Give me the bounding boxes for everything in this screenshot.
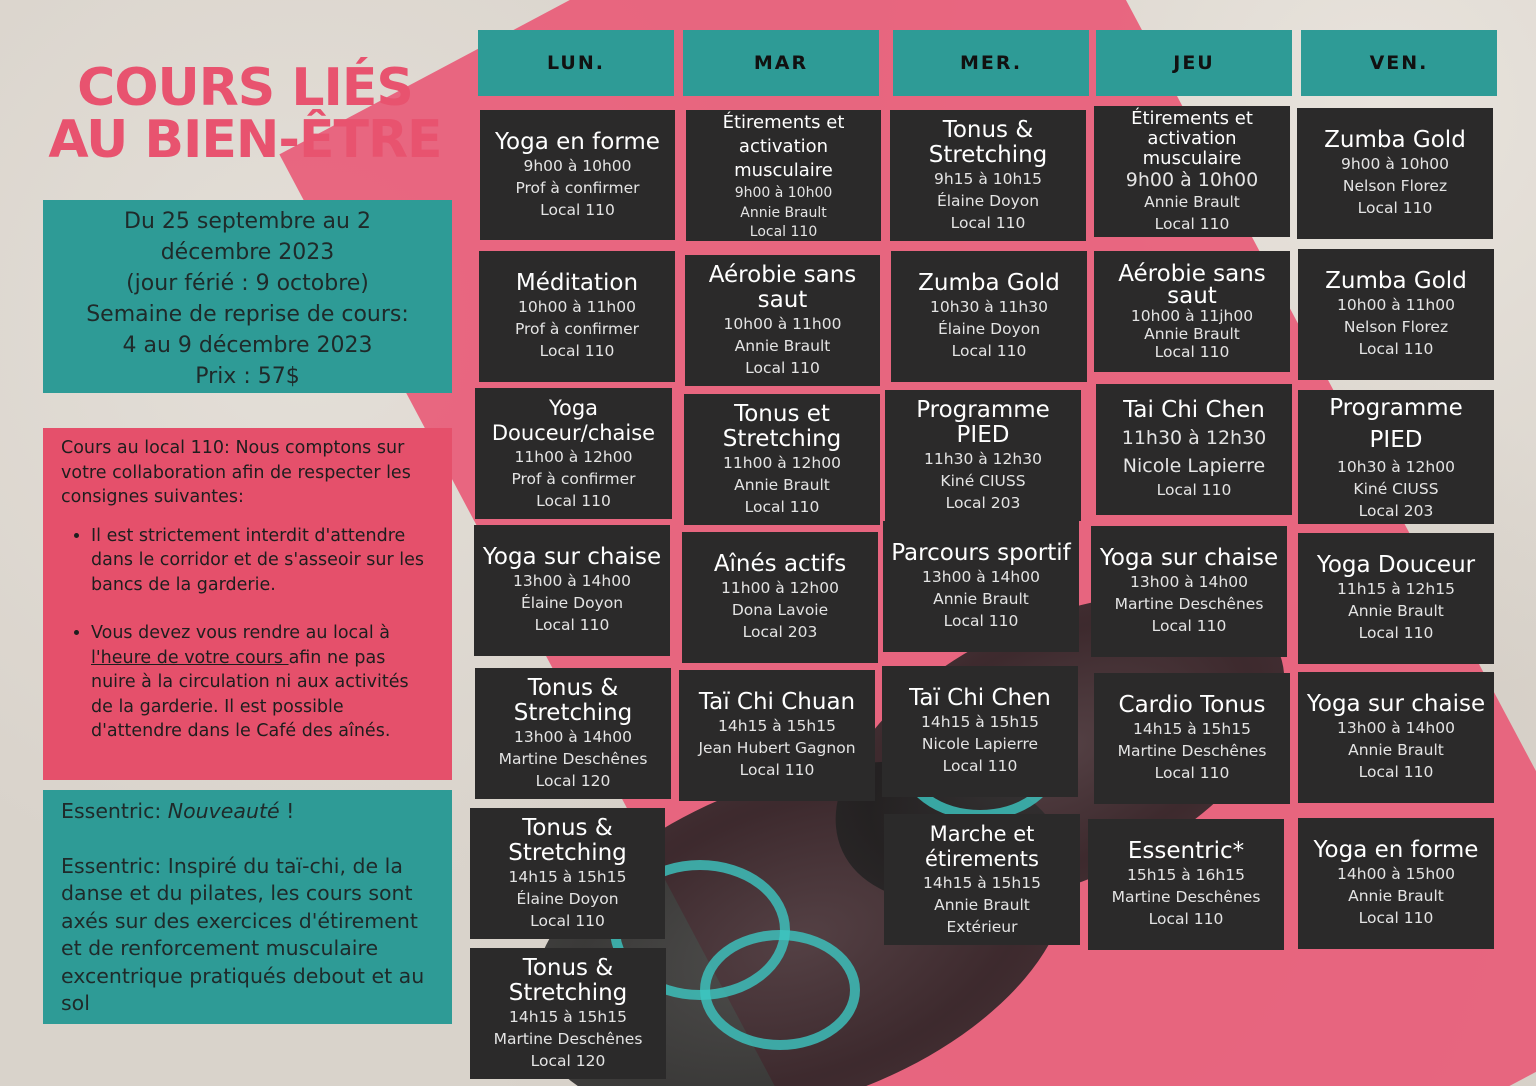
class-time: 9h00 à 10h00 — [523, 156, 632, 175]
class-room: Extérieur — [946, 917, 1018, 936]
rule-text: Il est strictement interdit d'attendre dans le corridor et de s'asseoir sur les bancs de la garderie. — [91, 525, 424, 595]
class-title: Tonus et Stretching — [722, 400, 842, 452]
class-time: 11h00 à 12h00 — [723, 453, 841, 472]
class-card — [470, 808, 665, 939]
class-instructor: Kiné CIUSS — [940, 471, 1026, 490]
class-room: Local 203 — [1358, 502, 1434, 520]
class-title: Essentric* — [1127, 838, 1245, 864]
essentric-description: Essentric: Inspiré du taï-chi, de la danse et du pilates, les cours sont axés sur des exercices d'étirement et de renforcement musculaire excentrique pratiqués debout et au sol — [61, 853, 425, 1015]
class-instructor: Annie Brault — [1144, 192, 1240, 211]
class-room: Local 110 — [1154, 342, 1230, 361]
class-title: Tonus & Stretching — [508, 954, 628, 1006]
class-room: Local 110 — [1358, 763, 1434, 781]
class-instructor: Martine Deschênes — [1117, 742, 1267, 760]
class-title: Méditation — [515, 270, 639, 296]
class-instructor: Annie Brault — [734, 336, 831, 355]
class-time: 11h00 à 12h00 — [514, 447, 633, 466]
class-title: Tonus & Stretching — [928, 116, 1048, 168]
class-title: Zumba Gold — [918, 270, 1060, 296]
essentric-heading — [61, 798, 434, 826]
dates-line: (jour férié : 9 octobre) — [126, 271, 369, 296]
class-title: Étirements et activation musculaire — [722, 111, 845, 181]
rule-text: afin ne pas nuire à la circulation ni aux activités de la garderie. Il est possible d'attendre dans le Café des aînés. — [91, 647, 409, 741]
class-card — [1094, 106, 1290, 237]
class-title: Yoga Douceur — [1316, 552, 1476, 578]
class-card — [1298, 818, 1494, 949]
day-header-mar: MAR — [683, 30, 879, 96]
class-card — [1298, 533, 1494, 664]
rules-intro: Cours au local 110: Nous comptons sur votre collaboration afin de respecter les consignes suivantes: — [61, 438, 411, 507]
essentric-bang: ! — [279, 799, 295, 823]
class-title: Yoga en forme — [495, 128, 660, 155]
class-time: 14h15 à 15h15 — [921, 713, 1039, 731]
class-card — [884, 814, 1080, 945]
class-title: Yoga sur chaise — [1099, 545, 1279, 571]
class-instructor: Nelson Florez — [1343, 318, 1449, 336]
class-time: 14h15 à 15h15 — [508, 867, 627, 886]
class-room: Local 110 — [745, 358, 820, 377]
class-card — [1297, 108, 1493, 239]
class-card — [684, 394, 880, 525]
class-title: Aérobie sans saut — [1118, 260, 1266, 309]
rule-item — [91, 524, 434, 598]
day-header-mer: MER. — [893, 30, 1089, 96]
class-time: 15h15 à 16h15 — [1127, 866, 1245, 884]
class-room: Local 120 — [530, 1051, 606, 1070]
class-time: 11h30 à 12h30 — [1121, 427, 1267, 449]
class-room: Local 110 — [943, 612, 1019, 630]
class-room: Local 110 — [539, 342, 615, 360]
class-room: Local 110 — [530, 911, 605, 930]
class-room: Local 120 — [535, 771, 611, 790]
class-card — [474, 525, 670, 656]
class-title: Étirements et activation musculaire — [1131, 107, 1253, 169]
class-title: Yoga en forme — [1313, 837, 1479, 863]
class-instructor: Annie Brault — [1144, 324, 1240, 343]
shoelace-image — [700, 930, 860, 1050]
day-header-lun: LUN. — [478, 30, 674, 96]
class-instructor: Martine Deschênes — [493, 1029, 643, 1048]
class-time: 9h00 à 10h00 — [1125, 168, 1259, 191]
class-title: Parcours sportif — [891, 540, 1071, 566]
class-instructor: Martine Deschênes — [1114, 595, 1264, 613]
class-time: 13h00 à 14h00 — [513, 572, 631, 590]
class-room: Local 110 — [744, 497, 820, 516]
class-instructor: Nelson Florez — [1342, 177, 1448, 195]
rules-list — [61, 524, 434, 744]
dates-line: Semaine de reprise de cours: — [86, 302, 409, 327]
class-card — [883, 521, 1079, 652]
class-instructor: Annie Brault — [1348, 741, 1444, 759]
class-card — [1298, 390, 1494, 524]
class-instructor: Annie Brault — [1348, 887, 1444, 905]
class-time: 14h15 à 15h15 — [1133, 720, 1251, 738]
class-room: Local 110 — [534, 616, 610, 634]
class-time: 9h00 à 10h00 — [1340, 155, 1450, 173]
class-title: Tai Chi Chen — [1123, 397, 1265, 423]
class-card — [686, 110, 881, 241]
class-card — [1088, 819, 1284, 950]
class-instructor: Annie Brault — [734, 475, 830, 494]
class-card — [475, 388, 672, 519]
essentric-info-box — [43, 790, 452, 1024]
class-room: Local 203 — [945, 493, 1021, 512]
class-title: Yoga sur chaise — [1306, 691, 1486, 717]
class-room: Local 110 — [942, 757, 1018, 775]
class-room: Local 110 — [1358, 340, 1434, 358]
class-instructor: Annie Brault — [1348, 602, 1444, 620]
class-time: 13h00 à 14h00 — [922, 568, 1040, 586]
title-line-1: COURS LIÉS — [77, 58, 413, 118]
class-title: Aînés actifs — [713, 551, 847, 577]
class-title: Taï Chi Chuan — [698, 689, 856, 715]
class-card — [479, 251, 675, 382]
class-room: Local 110 — [1151, 617, 1227, 635]
class-time: 10h00 à 11jh00 — [1130, 306, 1254, 325]
class-card — [1298, 672, 1494, 803]
class-card — [685, 255, 880, 386]
class-instructor: Annie Brault — [934, 895, 1030, 914]
day-header-ven: VEN. — [1301, 30, 1497, 96]
class-room: Local 110 — [950, 213, 1026, 232]
class-card — [679, 670, 875, 801]
rule-underlined-text: l'heure de votre cours — [91, 647, 289, 668]
class-title: Programme PIED — [1329, 395, 1463, 453]
class-time: 9h15 à 10h15 — [933, 169, 1043, 188]
rules-info-box — [43, 428, 452, 780]
class-room: Local 110 — [1156, 481, 1232, 499]
class-instructor: Prof à confirmer — [514, 320, 640, 338]
price-line: Prix : 57$ — [195, 364, 300, 389]
class-time: 14h15 à 15h15 — [718, 717, 836, 735]
class-card — [1094, 251, 1290, 372]
class-room: Local 110 — [540, 200, 615, 219]
class-card — [470, 948, 666, 1079]
class-title: Tonus & Stretching — [508, 814, 627, 866]
class-room: Local 110 — [951, 342, 1027, 360]
class-room: Local 110 — [749, 223, 818, 240]
class-room: Local 110 — [536, 491, 611, 510]
class-card — [885, 390, 1081, 521]
class-title: Programme PIED — [916, 396, 1050, 448]
class-time: 13h00 à 14h00 — [1130, 573, 1248, 591]
class-instructor: Dona Lavoie — [731, 601, 829, 619]
class-time: 10h00 à 11h00 — [723, 314, 842, 333]
class-card — [682, 532, 878, 663]
class-title: Yoga Douceur/chaise — [491, 395, 656, 445]
class-card — [1298, 249, 1494, 380]
class-time: 13h00 à 14h00 — [514, 727, 632, 746]
class-time: 13h00 à 14h00 — [1337, 719, 1455, 737]
rule-item — [91, 621, 434, 744]
class-card — [1096, 384, 1292, 515]
class-room: Local 110 — [1357, 199, 1433, 217]
class-time: 14h00 à 15h00 — [1337, 865, 1455, 883]
class-card — [480, 110, 675, 240]
class-card — [1091, 526, 1287, 657]
class-instructor: Élaine Doyon — [516, 889, 619, 908]
class-instructor: Élaine Doyon — [936, 191, 1040, 210]
class-title: Zumba Gold — [1325, 268, 1467, 294]
class-card — [475, 668, 671, 799]
class-time: 10h00 à 11h00 — [1337, 296, 1455, 314]
class-instructor: Kiné CIUSS — [1353, 480, 1439, 498]
class-instructor: Nicole Lapierre — [921, 735, 1039, 753]
class-time: 11h15 à 12h15 — [1337, 580, 1455, 598]
day-header-jeu: JEU — [1096, 30, 1292, 96]
class-instructor: Élaine Doyon — [520, 594, 624, 612]
class-time: 10h00 à 11h00 — [518, 298, 636, 316]
class-card — [891, 251, 1087, 382]
page-title — [30, 58, 460, 170]
class-title: Taï Chi Chen — [909, 685, 1051, 711]
class-room: Local 110 — [1154, 214, 1230, 233]
dates-line: décembre 2023 — [160, 240, 335, 265]
class-card — [1094, 673, 1290, 804]
class-time: 9h00 à 10h00 — [734, 184, 833, 201]
class-title: Aérobie sans saut — [708, 261, 857, 313]
class-title: Marche et étirements — [925, 821, 1039, 871]
class-title: Zumba Gold — [1324, 127, 1466, 153]
class-instructor: Annie Brault — [740, 204, 827, 221]
class-room: Local 110 — [1148, 910, 1224, 928]
class-time: 14h15 à 15h15 — [509, 1007, 627, 1026]
rule-text: Vous devez vous rendre au local à — [91, 623, 391, 643]
class-room: Local 110 — [1358, 909, 1434, 927]
class-instructor: Jean Hubert Gagnon — [698, 739, 856, 757]
class-instructor: Martine Deschênes — [498, 749, 648, 768]
class-card — [890, 110, 1086, 241]
dates-line: 4 au 9 décembre 2023 — [122, 333, 373, 358]
essentric-new-tag: Nouveauté — [167, 799, 280, 823]
class-title: Cardio Tonus — [1118, 692, 1266, 718]
class-instructor: Martine Deschênes — [1111, 888, 1261, 906]
class-instructor: Annie Brault — [933, 590, 1029, 608]
class-time: 10h30 à 11h30 — [930, 298, 1048, 316]
class-title: Yoga sur chaise — [482, 544, 662, 570]
class-room: Local 110 — [1154, 764, 1230, 782]
class-title: Tonus & Stretching — [513, 674, 633, 726]
class-room: Local 110 — [739, 761, 815, 779]
class-instructor: Nicole Lapierre — [1122, 455, 1266, 477]
dates-info-box — [43, 200, 452, 393]
class-time: 11h00 à 12h00 — [721, 579, 839, 597]
class-instructor: Prof à confirmer — [515, 178, 640, 197]
class-room: Local 203 — [742, 623, 818, 641]
class-time: 10h30 à 12h00 — [1337, 458, 1455, 476]
title-line-2: AU BIEN-ÊTRE — [48, 110, 442, 170]
class-time: 11h30 à 12h30 — [924, 449, 1042, 468]
class-card — [882, 666, 1078, 797]
essentric-label: Essentric: — [61, 799, 168, 823]
class-room: Local 110 — [1358, 624, 1434, 642]
class-instructor: Prof à confirmer — [511, 469, 636, 488]
class-time: 14h15 à 15h15 — [923, 873, 1041, 892]
dates-line: Du 25 septembre au 2 — [124, 209, 371, 234]
class-instructor: Élaine Doyon — [937, 320, 1041, 338]
